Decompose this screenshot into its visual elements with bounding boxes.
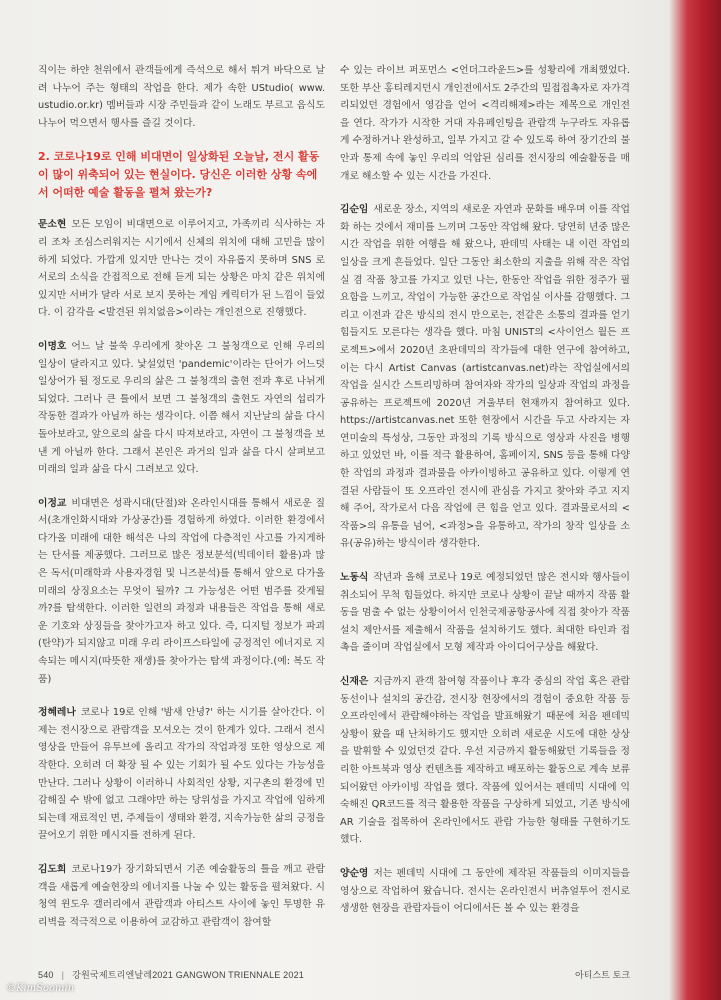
- answer-text: 지금까지 관객 참여형 작품이나 후각 중심의 작업 혹은 관람 동선이나 설치의 공간감, 전시장 현장에서의 경험이 중요한 작품 등 오프라인에서 관람해야하는 작업을 발표해왔기 때문에 처음 펜데믹 상황이 왔을 때 난처하기도 했지만 오히려 새로운 시도에 대한 상상을 발휘할 수 있었던것 같다. 우선 지금까지 활동해왔던 기록들을 정리한 아트북과 영상 컨텐츠를 제작하고 배포하는 활동으로 계속 보류되어왔던 아카이빙 작업을 했다. 작품에 있어서는 펜데믹 시대에 익숙해진 QR코드를 적극 활용한 작품을 구상하게 되었고, 기존 방식에 AR 기술을 접목하여 온라인에서도 관람 가능한 형태를 구현하기도 했다.: [340, 676, 630, 846]
- artist-name: 이정교: [38, 497, 67, 509]
- artist-name: 이명호: [38, 340, 67, 352]
- page-footer: [38, 968, 304, 981]
- section-label: 아티스트 토크: [575, 971, 631, 981]
- continued-paragraph: 수 있는 라이브 퍼포먼스 <언더그라운드>를 성황리에 개최했었다. 또한 부산 홍티레지던시 개인전에서도 2주간의 밀접접촉자로 자가격리되었던 경험에서 영감을 얻어 <격리해제>라는 제목으로 개인전을 연다. 작가가 시작한 거대 자유페인팅을 관람객 누구라도 자유롭게 수정하거나 완성하고, 일부 가지고 갈 수 있도록 하여 장기간의 불안과 통제 속에 놓인 우리의 억압된 심리를 전시장의 예술활동을 매개로 해소할 수 있는 시간을 가진다.: [340, 65, 630, 182]
- artist-name: 노동식: [340, 572, 369, 584]
- answer-paragraph: [38, 495, 325, 689]
- answer-paragraph: [340, 673, 630, 849]
- answer-text: 코로나 19로 인해 '밤새 안녕?' 하는 시기를 살아간다. 이제는 전시장으로 관람객을 모셔오는 것이 한계가 있다. 그래서 전시영상을 만들어 유투브에 올리고 작가의 작업과정 또한 영상으로 제작한다. 오히려 더 확장 될 수 있는 기회가 될 수도 있다는 가능성을 만난다. 그러나 상황이 이러하니 사회적인 상황, 지구촌의 환경에 민감해질 수 밖에 없고 그래야만 하는 당위성을 가지고 작업에 임하게 되는데 재료적인 면, 주제들이 생태와 환경, 지속가능한 삶의 긍정을 끌어오기 위한 메시지를 전하게 된다.: [38, 707, 325, 842]
- answer-paragraph: [38, 861, 325, 931]
- answer-text: 저는 펜데믹 시대에 그 동안에 제작된 작품들의 이미지들을 영상으로 작업하여 왔습니다. 전시는 온라인전시 버츄얼투어 전시로 생생한 현장을 관람자들이 어디에서든 볼 수 있는 환경을: [340, 867, 630, 915]
- right-column: [340, 62, 630, 934]
- artist-name: 정혜레나: [38, 707, 76, 719]
- publication-title: 강원국제트리엔날레2021 GANGWON TRIENNALE 2021: [72, 970, 305, 980]
- page-binding-edge: [669, 0, 721, 1000]
- artist-name: 문소현: [38, 219, 67, 231]
- footer-separator: |: [61, 970, 65, 980]
- artist-name: 김도희: [38, 863, 67, 875]
- answer-paragraph: [340, 569, 630, 657]
- question-heading: 2. 코로나19로 인해 비대면이 일상화된 오늘날, 전시 활동이 많이 위축되어 있는 현실이다. 당신은 이러한 상황 속에서 어떠한 예술 활동을 펼쳐 왔는가?: [38, 150, 320, 200]
- answer-text: 어느 날 불쑥 우리에게 찾아온 그 불청객으로 인해 우리의 일상이 달라지고 있다. 낯설었던 'pandemic'이라는 단어가 어느덧 일상어가 될 정도로 우리의 삶은 그 불청객의 출현 전과 후로 나뉘게 되었다. 그러나 큰 틀에서 보면 그 불청객의 출현도 자연의 섭리가 작동한 결과가 아닐까 하는 생각이다. 이쯤 해서 지난날의 삶을 다시 돌아보라고, 앞으로의 삶을 다시 따져보라고, 자연이 그 불청객을 보낸 게 아닐까 한다. 그래서 본인은 과거의 일과 삶을 다시 살펴보고 미래의 일과 삶을 다시 그려보고 있다.: [38, 340, 325, 476]
- answer-text: 비대면은 성곽시대(단절)와 온라인시대를 통해서 새로운 질서(초개인화시대와 가상공간)를 경험하게 하였다. 이러한 환경에서 다가올 미래에 대한 해석은 나의 작업에 다층적인 사고를 가지게하는 단서를 제공했다. 그러므로 많은 정보분석(빅데이터 활용)과 많은 독서(미래학과 사용자경험 및 니즈분석)를 통해서 앞으로 다가올 미래의 상징요소는 무엇이 될까? 그 가능성은 어떤 범주를 갖게될까?를 탐색한다. 이러한 일련의 과정과 내용들은 작업을 통해 새로운 기호와 상징들을 찾아가고자 하고 있다. 즉, 디지털 정보가 파괴(탄약)가 되지않고 미래 우리 라이프스타일에 긍정적인 에너지로 지속되는 메시지(따뜻한 재생)를 찾아가는 탐색 과정이다.(예: 복도 작품): [38, 497, 325, 685]
- answer-text: 작년과 올해 코로나 19로 예정되었던 많은 전시와 행사들이 취소되어 무척 힘들었다. 하지만 코로나 상황이 끝날 때까지 작품 활동을 멈출 수 없는 상황이어서 인천국제공항공사에 직접 찾아가 작품설치 제안서를 제출해서 작품을 설치하기도 했다. 최대한 타인과 접촉을 줄이며 작업실에서 모형 제작과 아이디어구상을 해왔다.: [340, 572, 630, 654]
- artist-name: 신재은: [340, 676, 369, 687]
- answer-paragraph: [340, 865, 630, 918]
- photographer-watermark: ©KimSoomin: [6, 983, 75, 994]
- answer-paragraph: [340, 201, 630, 553]
- answer-paragraph: [38, 338, 325, 479]
- artist-name: 김순임: [340, 204, 369, 216]
- left-column: [38, 62, 325, 947]
- page-number: 540: [38, 970, 54, 980]
- answer-text: 새로운 장소, 지역의 새로운 자연과 문화를 배우며 이를 작업화 하는 것에서 재미를 느끼며 그동안 작업해 왔다. 당연히 년중 많은 시간 작업을 위한 여행을 해 왔으나, 판데믹 사태는 내 이런 작업의 일상을 크게 흔들었다. 일단 그동안 최소한의 지출을 위해 작은 작업실 겸 작품 창고를 가지고 있던 나는, 한동안 작업을 위한 정주가 필요함을 느끼고, 작업이 가능한 공간으로 작업실 이사를 감행했다. 그리고 이전과 같은 방식의 전시 만으로는, 전같은 소통의 결과를 얻기 힘들지도 모른다는 생각을 했다. 마침 UNIST의 <사이언스 월든 프로젝트>에서 2020년 초판데믹의 작가들에 대한 연구에 참여하고, 이는 다시 Artist Canvas (artistcanvas.net)라는 작업실에서의 작업을 실시간 스트리밍하며 참여자와 작가의 일상과 작업의 과정을 공유하는 프로젝트에 2020년 겨울부터 현재까지 참여하고 있다. https://artistcanvas.net 또한 현장에서 시간을 두고 사라지는 자연미술의 특성상, 그동안 과정의 기록 방식으로 영상과 사진을 병행하고 있었던 바, 이를 적극 활용하여, 홈페이지, SNS 등을 통해 다양한 작업의 과정과 결과물을 아카이빙하고 공유하고 있다. 이렇게 연결된 사람들이 또 오프라인 전시에 관심을 가지고 찾아와 주고 지지해 주어, 작가로서 다음 작업에 큰 힘을 얻고 있다. 결과물로서의 <작품>의 유통을 넘어, <과정>을 유통하고, 작가의 창작 일상을 소유(공유)하는 방식이라 생각한다.: [340, 204, 630, 550]
- answer-text: 코로나19가 장기화되면서 기존 예술활동의 틀을 깨고 관람객을 새롭게 예술현장의 에너지를 나눌 수 있는 활동을 펼쳐왔다. 시청역 윈도우 갤러리에서 관람객과 아티스트 사이에 놓인 투명한 유리벽을 적극적으로 이용하여 교감하고 관람객이 참여할: [38, 863, 325, 928]
- artist-name: 양순영: [340, 867, 369, 879]
- answer-paragraph: [38, 704, 325, 845]
- answer-text: 모든 모임이 비대면으로 이루어지고, 가족끼리 식사하는 자리 조차 조심스러워지는 시기에서 신체의 위치에 대해 고민을 많이 하게 되었다. 가깝게 있지만 만나는 것이 자유롭지 못하며 SNS 로 서로의 소식을 간접적으로 전해 듣게 되는 상황은 마치 같은 위치에 있지만 서버가 달라 서로 보지 못하는 게임 케릭터가 된 느낌이 들었다. 이 감각을 <발견된 위치없음>이라는 개인전으로 진행했다.: [38, 219, 325, 319]
- answer-paragraph: [38, 216, 325, 322]
- intro-paragraph: 직이는 하얀 천위에서 관객들에게 즉석으로 해서 튀겨 바닥으로 날려 나누어 주는 형태의 작업을 한다. 제가 속한 UStudio( www. ustudio.or.kr) 멤버들과 시장 주민들과 같이 노래도 부르고 음식도 나누어 먹으면서 행사를 즐길 것이다.: [38, 65, 325, 129]
